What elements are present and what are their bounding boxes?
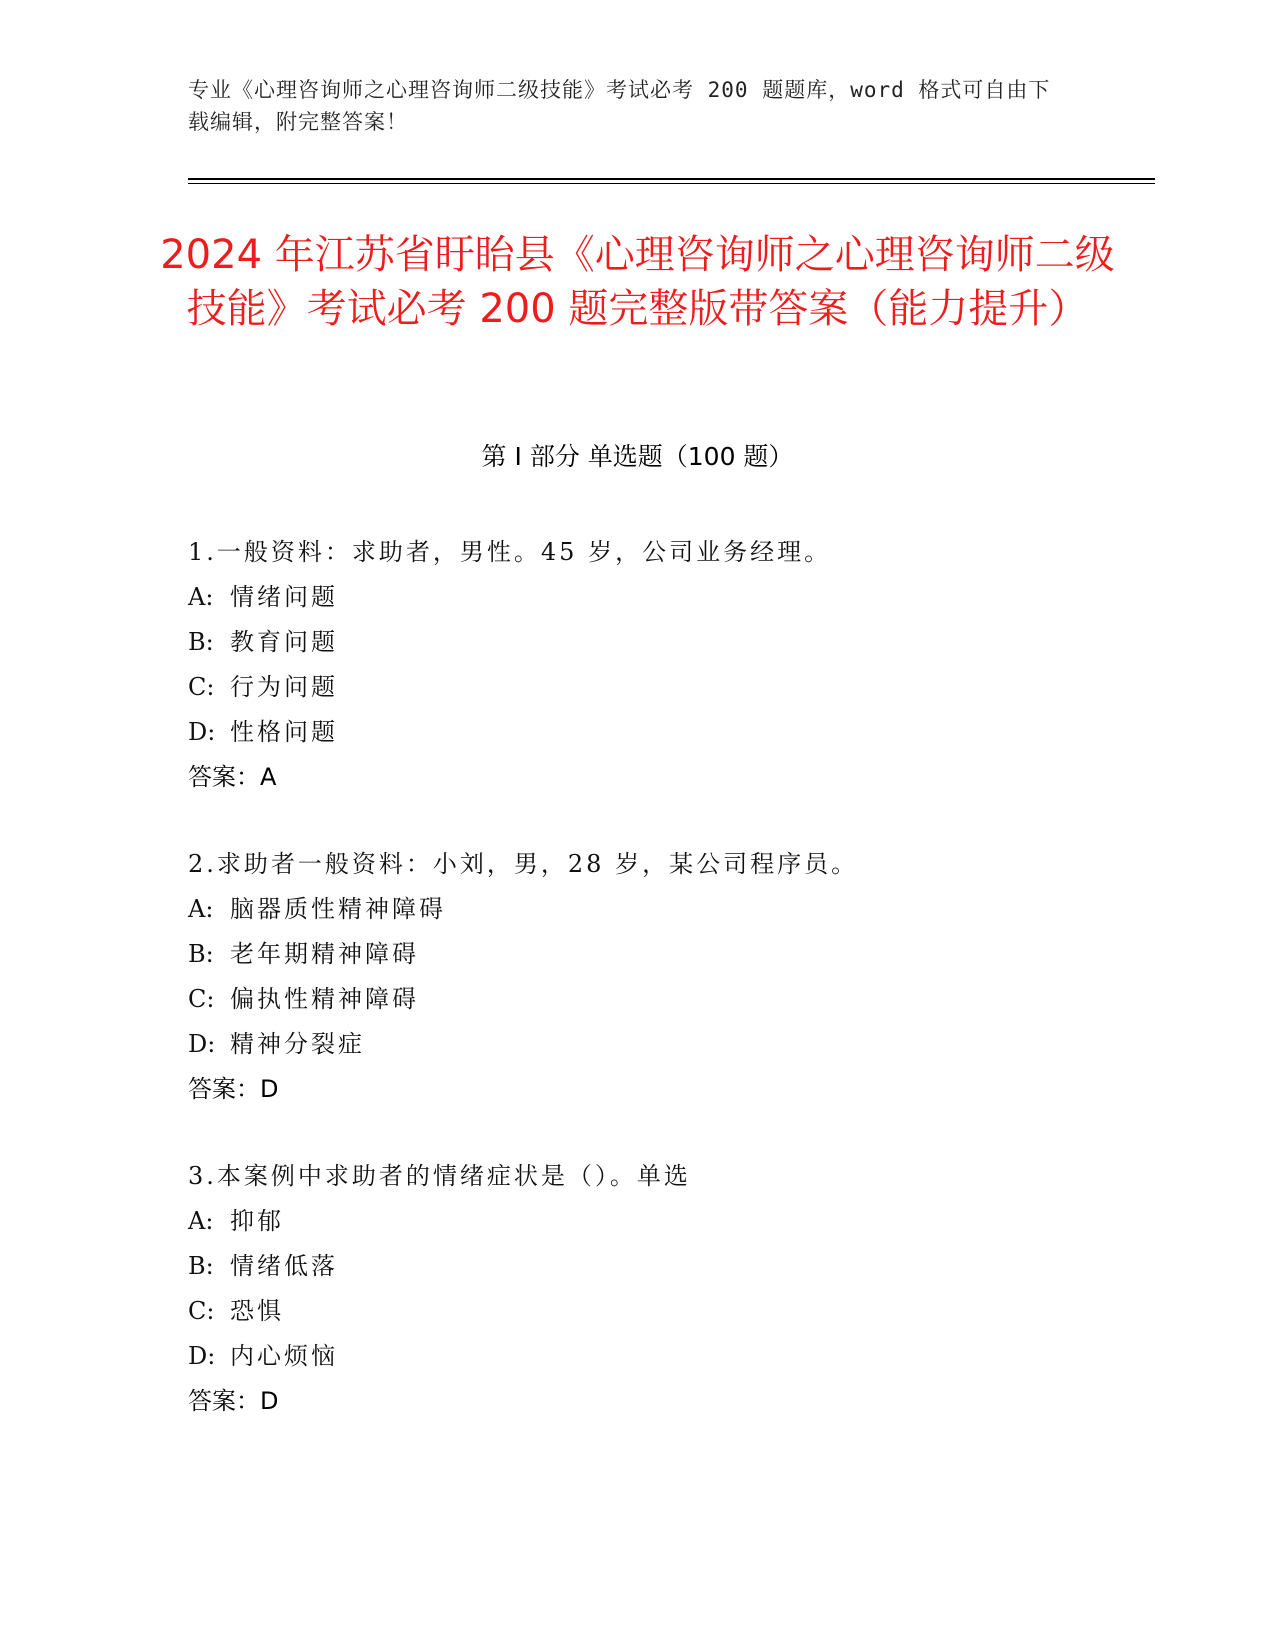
option-d: [188, 1334, 1148, 1379]
option-key: A:: [188, 583, 214, 611]
option-key: B:: [188, 1252, 214, 1280]
option-text: 行为问题: [230, 673, 338, 701]
answer-value: D: [260, 1075, 279, 1103]
answer-label: 答案：: [188, 1387, 260, 1415]
option-key: D:: [188, 1342, 216, 1370]
option-c: [188, 1289, 1148, 1334]
answer-label: 答案：: [188, 1075, 260, 1103]
option-c: [188, 665, 1148, 710]
option-b: [188, 620, 1148, 665]
option-text: 内心烦恼: [230, 1342, 338, 1370]
option-d: [188, 1022, 1148, 1067]
option-key: D:: [188, 718, 216, 746]
question-stem: 3.本案例中求助者的情绪症状是（）。单选: [188, 1162, 691, 1190]
answer: [188, 1067, 1148, 1112]
answer: [188, 1379, 1148, 1424]
option-text: 精神分裂症: [230, 1030, 365, 1058]
option-text: 性格问题: [230, 718, 338, 746]
answer-value: D: [260, 1387, 279, 1415]
answer-value: A: [260, 763, 277, 791]
answer: [188, 755, 1148, 800]
question-1: [188, 530, 1148, 800]
question-3: [188, 1154, 1148, 1424]
option-c: [188, 977, 1148, 1022]
document-title: 2024 年江苏省盱眙县《心理咨询师之心理咨询师二级技能》考试必考 200 题完整版带答案（能力提升）: [160, 232, 1115, 332]
option-a: [188, 575, 1148, 620]
option-text: 情绪低落: [230, 1252, 338, 1280]
option-key: D:: [188, 1030, 216, 1058]
option-text: 情绪问题: [230, 583, 338, 611]
option-b: [188, 932, 1148, 977]
section-heading: 第 I 部分 单选题（100 题）: [481, 442, 794, 471]
option-a: [188, 1199, 1148, 1244]
option-key: A:: [188, 895, 214, 923]
header-note: 专业《心理咨询师之心理咨询师二级技能》考试必考 200 题题库，word 格式可自由下载编辑，附完整答案！: [188, 78, 1051, 134]
option-a: [188, 887, 1148, 932]
question-stem: 2.求助者一般资料：小刘，男，28 岁，某公司程序员。: [188, 850, 859, 878]
option-key: B:: [188, 940, 214, 968]
option-text: 抑郁: [230, 1207, 284, 1235]
option-text: 脑器质性精神障碍: [230, 895, 446, 923]
option-key: B:: [188, 628, 214, 656]
question-list: [188, 530, 1148, 1466]
option-key: C:: [188, 673, 215, 701]
option-key: C:: [188, 985, 215, 1013]
header-divider-thick: [188, 178, 1155, 180]
question-stem: 1.一般资料：求助者，男性。45 岁，公司业务经理。: [188, 538, 832, 566]
option-text: 恐惧: [230, 1297, 284, 1325]
option-key: C:: [188, 1297, 215, 1325]
option-text: 教育问题: [230, 628, 338, 656]
question-2: [188, 842, 1148, 1112]
option-key: A:: [188, 1207, 214, 1235]
option-text: 老年期精神障碍: [230, 940, 419, 968]
answer-label: 答案：: [188, 763, 260, 791]
header-divider-thin: [188, 183, 1155, 184]
option-d: [188, 710, 1148, 755]
option-b: [188, 1244, 1148, 1289]
option-text: 偏执性精神障碍: [230, 985, 419, 1013]
